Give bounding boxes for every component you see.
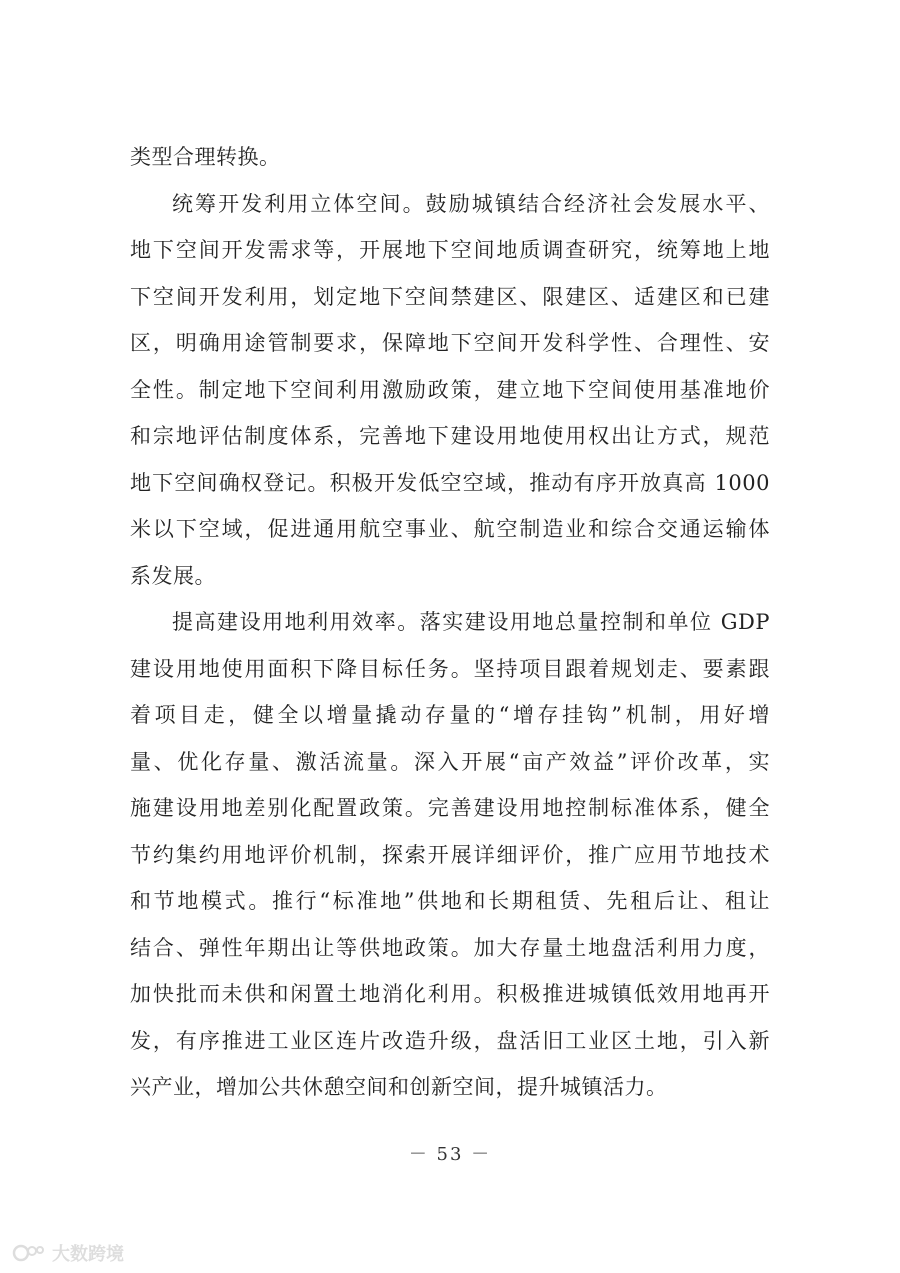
text-line: 兴产业，增加公共休憩空间和创新空间，提升城镇活力。 [130,1075,668,1099]
page-number: － 53 － [408,1144,492,1165]
text-line: 地下空间确权登记。积极开发低空空域，推动有序开放真高 1000 [130,470,770,495]
text-line: 系发展。 [130,563,216,588]
text-line: 发，有序推进工业区连片改造升级，盘活旧工业区土地，引入新 [130,1028,770,1053]
text-line: 施建设用地差别化配置政策。完善建设用地控制标准体系，健全 [130,796,770,820]
paragraph-start-line: 提高建设用地利用效率。落实建设用地总量控制和单位 GDP [172,610,770,634]
watermark [12,1240,124,1266]
text-line: 节约集约用地评价机制，探索开展详细评价，推广应用节地技术 [130,842,770,867]
text-line: 加快批而未供和闲置土地消化利用。积极推进城镇低效用地再开 [130,982,770,1006]
text-line: 下空间开发利用，划定地下空间禁建区、限建区、适建区和已建 [130,284,770,309]
text-line: 地下空间开发需求等，开展地下空间地质调查研究，统筹地上地 [130,238,770,262]
text-line: 结合、弹性年期出让等供地政策。加大存量土地盘活利用力度， [130,935,770,960]
text-line: 区，明确用途管制要求，保障地下空间开发科学性、合理性、安 [130,331,770,355]
text-line: 全性。制定地下空间利用激励政策，建立地下空间使用基准地价 [130,377,770,402]
text-line: 建设用地使用面积下降目标任务。坚持项目跟着规划走、要素跟 [130,656,770,681]
watermark-text: 大数跨境 [52,1244,124,1265]
text-line: 类型合理转换。 [130,145,281,169]
text-line: 和宗地评估制度体系，完善地下建设用地使用权出让方式，规范 [130,424,770,448]
text-line: 量、优化存量、激活流量。深入开展“亩产效益”评价改革，实 [130,749,770,774]
brand-logo-icon [12,1243,46,1263]
body-text [130,134,770,1111]
text-line: 和节地模式。推行“标准地”供地和长期租赁、先租后让、租让 [130,889,770,913]
text-line: 米以下空域，促进通用航空事业、航空制造业和综合交通运输体 [130,517,770,541]
paragraph-start-line: 统筹开发利用立体空间。鼓励城镇结合经济社会发展水平、 [172,191,770,216]
text-line: 着项目走，健全以增量撬动存量的“增存挂钩”机制，用好增 [130,703,770,727]
